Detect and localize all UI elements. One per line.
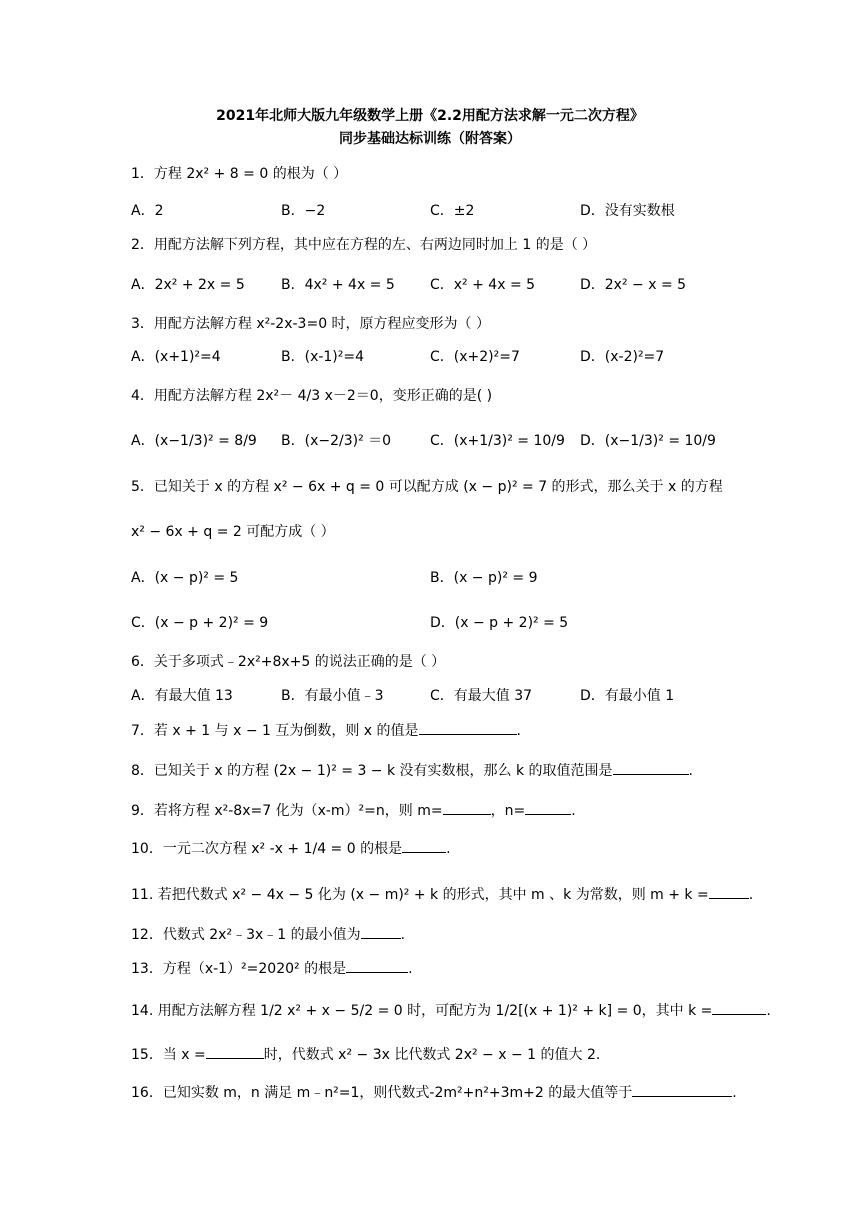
question-12: 12．代数式 2x²﹣3x﹣1 的最小值为 .: [131, 924, 405, 945]
question-5-option-c: C．(x − p + 2)² = 9: [131, 615, 269, 631]
question-5-option-d: D．(x − p + 2)² = 5: [430, 615, 569, 631]
question-5-option-a: A．(x − p)² = 5: [131, 570, 239, 586]
question-6-stem: 6．关于多项式﹣2x²+8x+5 的说法正确的是（ ）: [131, 654, 446, 670]
question-13-text: 13．方程（x-1）²=2020² 的根是: [131, 961, 347, 977]
answer-blank[interactable]: [632, 1082, 732, 1097]
question-11-text: 11. 若把代数式 x² − 4x − 5 化为 (x − m)² + k 的形式，其中 m 、k 为常数，则 m + k =: [131, 887, 709, 903]
question-3-option-d: D．(x-2)²=7: [580, 349, 665, 365]
answer-blank-m[interactable]: [443, 800, 491, 815]
answer-blank[interactable]: [346, 958, 408, 973]
question-2-option-a: A．2x² + 2x = 5: [131, 277, 245, 293]
question-8-text: 8．已知关于 x 的方程 (2x − 1)² = 3 − k 没有实数根，那么 k 的取值范围是: [131, 763, 613, 779]
question-3-option-c: C．(x+2)²=7: [430, 349, 520, 365]
question-15: [131, 1044, 600, 1065]
question-7-text: 7．若 x + 1 与 x − 1 互为倒数，则 x 的值是: [131, 723, 419, 739]
question-8: 8．已知关于 x 的方程 (2x − 1)² = 3 − k 没有实数根，那么 k 的取值范围是 .: [131, 760, 693, 781]
question-13: 13．方程（x-1）²=2020² 的根是 .: [131, 958, 413, 979]
answer-blank[interactable]: [206, 1044, 264, 1059]
question-6-option-a: A．有最大值 13: [131, 688, 233, 704]
question-4-stem: 4．用配方法解方程 2x²－ 4/3 x－2＝0，变形正确的是( ): [131, 388, 493, 404]
question-10: 10．一元二次方程 x² -x + 1/4 = 0 的根是 .: [131, 838, 451, 859]
question-9-text-b: ，n=: [490, 803, 526, 819]
question-1-option-d: D．没有实数根: [580, 203, 675, 219]
question-12-text: 12．代数式 2x²﹣3x﹣1 的最小值为: [131, 927, 361, 943]
question-6-option-d: D．有最小值 1: [580, 688, 675, 704]
question-2-stem: 2．用配方法解下列方程，其中应在方程的左、右两边同时加上 1 的是（ ）: [131, 237, 597, 253]
question-5-stem-line1: 5．已知关于 x 的方程 x² − 6x + q = 0 可以配方成 (x − p)² = 7 的形式，那么关于 x 的方程: [131, 479, 723, 495]
answer-blank[interactable]: [709, 884, 749, 899]
answer-blank[interactable]: [402, 838, 446, 853]
question-16: 16．已知实数 m，n 满足 m﹣n²=1，则代数式-2m²+n²+3m+2 的最大值等于 .: [131, 1082, 737, 1103]
question-16-text: 16．已知实数 m，n 满足 m﹣n²=1，则代数式-2m²+n²+3m+2 的最大值等于: [131, 1085, 633, 1101]
question-9-text-a: 9．若将方程 x²-8x=7 化为（x-m）²=n，则 m=: [131, 803, 443, 819]
question-1-stem: 1．方程 2x² + 8 = 0 的根为（ ）: [131, 166, 348, 182]
question-11: 11. 若把代数式 x² − 4x − 5 化为 (x − m)² + k 的形式，其中 m 、k 为常数，则 m + k = .: [131, 884, 753, 905]
question-15-text-b: 时，代数式 x² − 3x 比代数式 2x² − x − 1 的值大 2.: [263, 1047, 601, 1063]
answer-blank[interactable]: [419, 720, 517, 735]
question-7: 7．若 x + 1 与 x − 1 互为倒数，则 x 的值是 .: [131, 720, 521, 741]
question-5-option-b: B．(x − p)² = 9: [430, 570, 538, 586]
question-3-stem: 3．用配方法解方程 x²-2x-3=0 时，原方程应变形为（ ）: [131, 316, 490, 332]
question-2-option-d: D．2x² − x = 5: [580, 277, 687, 293]
question-3-option-b: B．(x-1)²=4: [281, 349, 365, 365]
question-4-option-a: A．(x−1/3)² = 8/9: [131, 433, 257, 449]
question-6-option-c: C．有最大值 37: [430, 688, 533, 704]
question-5-stem-line2: x² − 6x + q = 2 可配方成（ ）: [131, 524, 335, 540]
answer-blank-n[interactable]: [525, 800, 571, 815]
question-1-option-b: B．−2: [281, 203, 326, 219]
question-10-text: 10．一元二次方程 x² -x + 1/4 = 0 的根是: [131, 841, 403, 857]
question-2-option-c: C．x² + 4x = 5: [430, 277, 536, 293]
answer-blank[interactable]: [613, 760, 689, 775]
page-title: 2021年北师大版九年级数学上册《2.2用配方法求解一元二次方程》: [216, 108, 644, 124]
page-subtitle: 同步基础达标训练（附答案）: [339, 131, 521, 147]
question-14-text: 14. 用配方法解方程 1/2 x² + x − 5/2 = 0 时，可配方为 1/2[(x + 1)² + k] = 0，其中 k =: [131, 1003, 713, 1019]
question-15-text-a: 15．当 x =: [131, 1047, 206, 1063]
question-4-option-d: D．(x−1/3)² = 10/9: [580, 433, 716, 449]
answer-blank[interactable]: [361, 924, 401, 939]
question-1-option-c: C．±2: [430, 203, 475, 219]
question-2-option-b: B．4x² + 4x = 5: [281, 277, 395, 293]
question-9: 9．若将方程 x²-8x=7 化为（x-m）²=n，则 m= ，n= .: [131, 800, 576, 821]
question-14: 14. 用配方法解方程 1/2 x² + x − 5/2 = 0 时，可配方为 1/2[(x + 1)² + k] = 0，其中 k = .: [131, 1000, 771, 1021]
question-4-option-c: C．(x+1/3)² = 10/9: [430, 433, 565, 449]
question-6-option-b: B．有最小值﹣3: [281, 688, 384, 704]
question-3-option-a: A．(x+1)²=4: [131, 349, 221, 365]
question-4-option-b: B．(x−2/3)² ＝0: [281, 433, 392, 449]
question-1-option-a: A．2: [131, 203, 164, 219]
answer-blank[interactable]: [712, 1000, 766, 1015]
